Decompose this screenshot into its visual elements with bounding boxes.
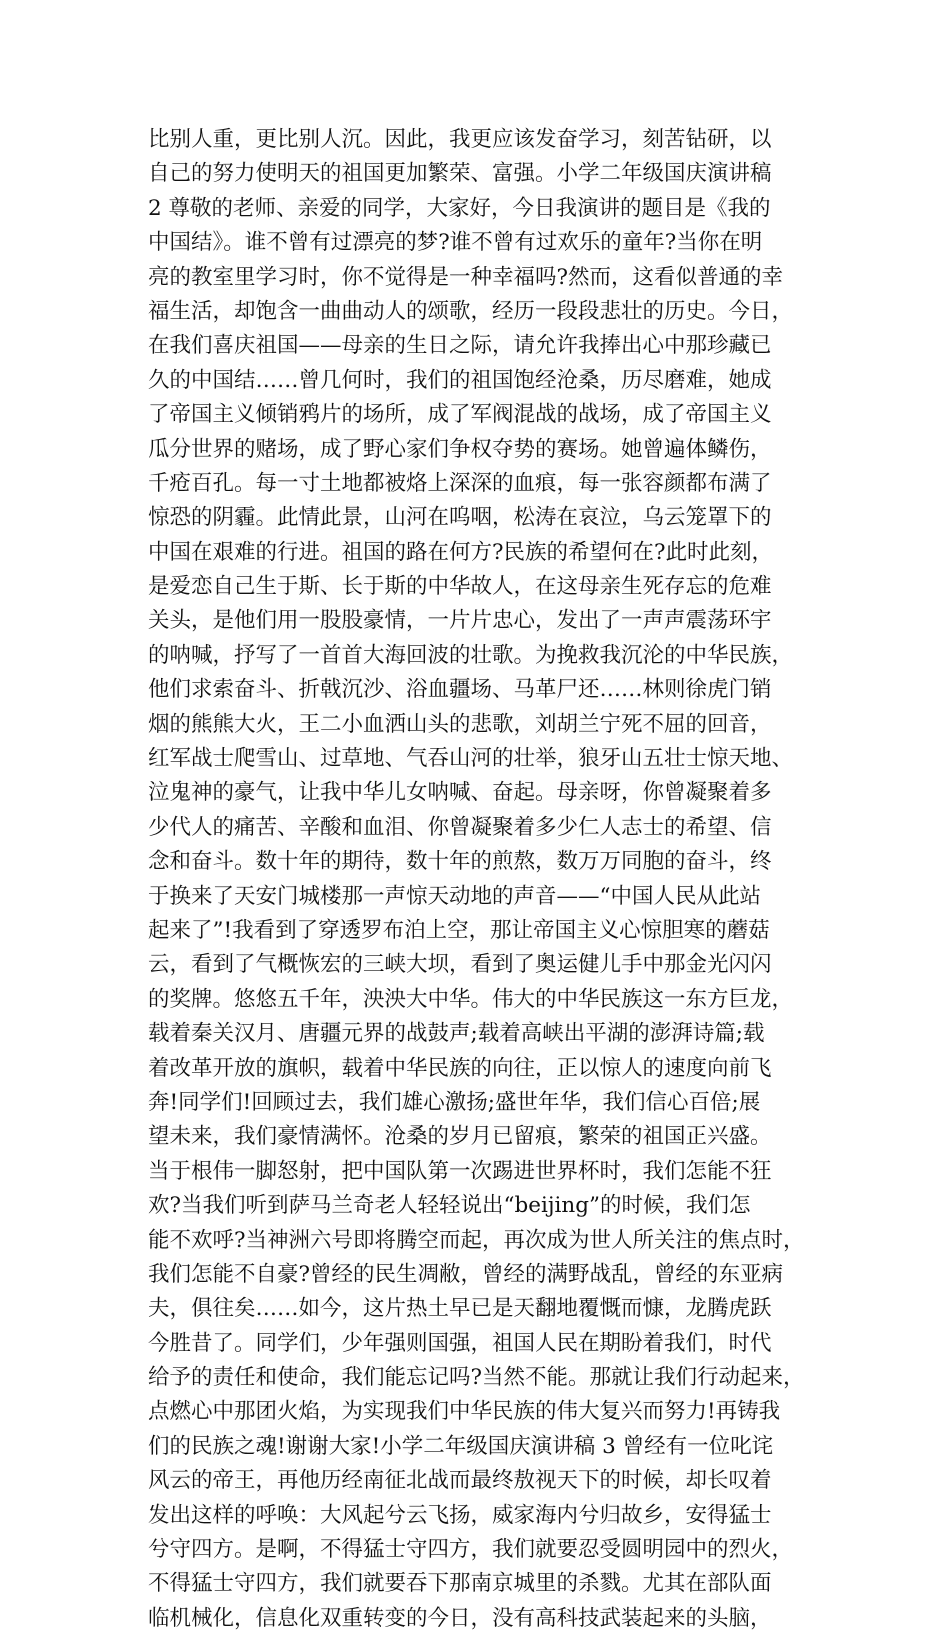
text-line: 中国结》。谁不曾有过漂亮的梦?谁不曾有过欢乐的童年?当你在明 bbox=[148, 230, 763, 256]
text-line: 在我们喜庆祖国——母亲的生日之际，请允许我捧出心中那珍藏已 bbox=[148, 333, 772, 359]
text-line: 发出这样的呼唤：大风起兮云飞扬，威家海内兮归故乡，安得猛士 bbox=[148, 1502, 772, 1528]
text-line: 欢?当我们听到萨马兰奇老人轻轻说出“beijing”的时候，我们怎 bbox=[148, 1193, 751, 1219]
text-line: 着改革开放的旗帜，载着中华民族的向往，正以惊人的速度向前飞 bbox=[148, 1055, 772, 1081]
text-line: 不得猛士守四方，我们就要吞下那南京城里的杀戮。尤其在部队面 bbox=[148, 1571, 772, 1597]
text-line: 望未来，我们豪情满怀。沧桑的岁月已留痕，繁荣的祖国正兴盛。 bbox=[148, 1124, 772, 1150]
text-line: 久的中国结……曾几何时，我们的祖国饱经沧桑，历尽磨难，她成 bbox=[148, 367, 772, 393]
text-line: 念和奋斗。数十年的期待，数十年的煎熬，数万万同胞的奋斗，终 bbox=[148, 849, 772, 875]
text-line: 中国在艰难的行进。祖国的路在何方?民族的希望何在?此时此刻， bbox=[148, 539, 774, 565]
text-line: 夫，俱往矣……如今，这片热土早已是天翻地覆慨而慷，龙腾虎跃 bbox=[148, 1296, 772, 1322]
text-line: 烟的熊熊大火，王二小血洒山头的悲歌，刘胡兰宁死不屈的回音， bbox=[148, 711, 772, 737]
text-line: 少代人的痛苦、辛酸和血泪、你曾凝聚着多少仁人志士的希望、信 bbox=[148, 814, 772, 840]
text-line: 瓜分世界的赌场，成了野心家们争权夺势的赛场。她曾遍体鳞伤， bbox=[148, 436, 772, 462]
text-line: 亮的教室里学习时，你不觉得是一种幸福吗?然而，这看似普通的幸 bbox=[148, 264, 784, 290]
text-line: 兮守四方。是啊，不得猛士守四方，我们就要忍受圆明园中的烈火， bbox=[148, 1537, 794, 1563]
text-line: 起来了”!我看到了穿透罗布泊上空，那让帝国主义心惊胆寒的蘑菇 bbox=[148, 917, 770, 943]
text-line: 是爱恋自己生于斯、长于斯的中华故人，在这母亲生死存忘的危难 bbox=[148, 574, 772, 600]
text-line: 们的民族之魂!谢谢大家!小学二年级国庆演讲稿 3 曾经有一位叱诧 bbox=[148, 1433, 774, 1459]
text-line: 当于根伟一脚怒射，把中国队第一次踢进世界杯时，我们怎能不狂 bbox=[148, 1158, 772, 1184]
text-line: 2 尊敬的老师、亲爱的同学，大家好，今日我演讲的题目是《我的 bbox=[148, 195, 771, 221]
text-line: 千疮百孔。每一寸土地都被烙上深深的血痕，每一张容颜都布满了 bbox=[148, 470, 772, 496]
text-line: 了帝国主义倾销鸦片的场所，成了军阀混战的战场，成了帝国主义 bbox=[148, 402, 772, 428]
text-line: 他们求索奋斗、折戟沉沙、浴血疆场、马革尸还……林则徐虎门销 bbox=[148, 677, 772, 703]
text-line: 福生活，却饱含一曲曲动人的颂歌，经历一段段悲壮的历史。今日， bbox=[148, 298, 794, 324]
text-line: 的呐喊，抒写了一首首大海回波的壮歌。为挽救我沉沦的中华民族， bbox=[148, 642, 794, 668]
text-line: 点燃心中那团火焰，为实现我们中华民族的伟大复兴而努力!再铸我 bbox=[148, 1399, 781, 1425]
text-line: 自己的努力使明天的祖国更加繁荣、富强。小学二年级国庆演讲稿 bbox=[148, 161, 772, 187]
text-line: 关头，是他们用一股股豪情，一片片忠心，发出了一声声震荡环宇 bbox=[148, 608, 772, 634]
text-line: 我们怎能不自豪?曾经的民生凋敝，曾经的满野战乱，曾经的东亚病 bbox=[148, 1261, 784, 1287]
text-line: 惊恐的阴霾。此情此景，山河在呜咽，松涛在哀泣，乌云笼罩下的 bbox=[148, 505, 772, 531]
text-line: 风云的帝王，再他历经南征北战而最终敖视天下的时候，却长叹着 bbox=[148, 1468, 772, 1494]
text-line: 于换来了天安门城楼那一声惊天动地的声音——“中国人民从此站 bbox=[148, 883, 761, 909]
text-line: 奔!同学们!回顾过去，我们雄心激扬;盛世年华，我们信心百倍;展 bbox=[148, 1089, 761, 1115]
text-line: 比别人重，更比别人沉。因此，我更应该发奋学习，刻苦钻研，以 bbox=[148, 127, 772, 152]
text-line: 红军战士爬雪山、过草地、气吞山河的壮举，狼牙山五壮士惊天地、 bbox=[148, 746, 794, 772]
text-line: 临机械化，信息化双重转变的今日，没有高科技武装起来的头脑， bbox=[148, 1605, 772, 1631]
speech-text-body bbox=[148, 123, 828, 1636]
text-line: 泣鬼神的豪气，让我中华儿女呐喊、奋起。母亲呀，你曾凝聚着多 bbox=[148, 780, 772, 806]
text-line: 今胜昔了。同学们，少年强则国强，祖国人民在期盼着我们，时代 bbox=[148, 1330, 772, 1356]
text-line: 云，看到了气概恢宏的三峡大坝，看到了奥运健儿手中那金光闪闪 bbox=[148, 952, 772, 978]
text-line: 载着秦关汉月、唐疆元界的战鼓声;载着高峡出平湖的澎湃诗篇;载 bbox=[148, 1021, 765, 1047]
text-line: 给予的责任和使命，我们能忘记吗?当然不能。那就让我们行动起来， bbox=[148, 1365, 805, 1391]
text-line: 能不欢呼?当神洲六号即将腾空而起，再次成为世人所关注的焦点时， bbox=[148, 1227, 805, 1253]
text-line: 的奖牌。悠悠五千年，泱泱大中华。伟大的中华民族这一东方巨龙， bbox=[148, 986, 794, 1012]
